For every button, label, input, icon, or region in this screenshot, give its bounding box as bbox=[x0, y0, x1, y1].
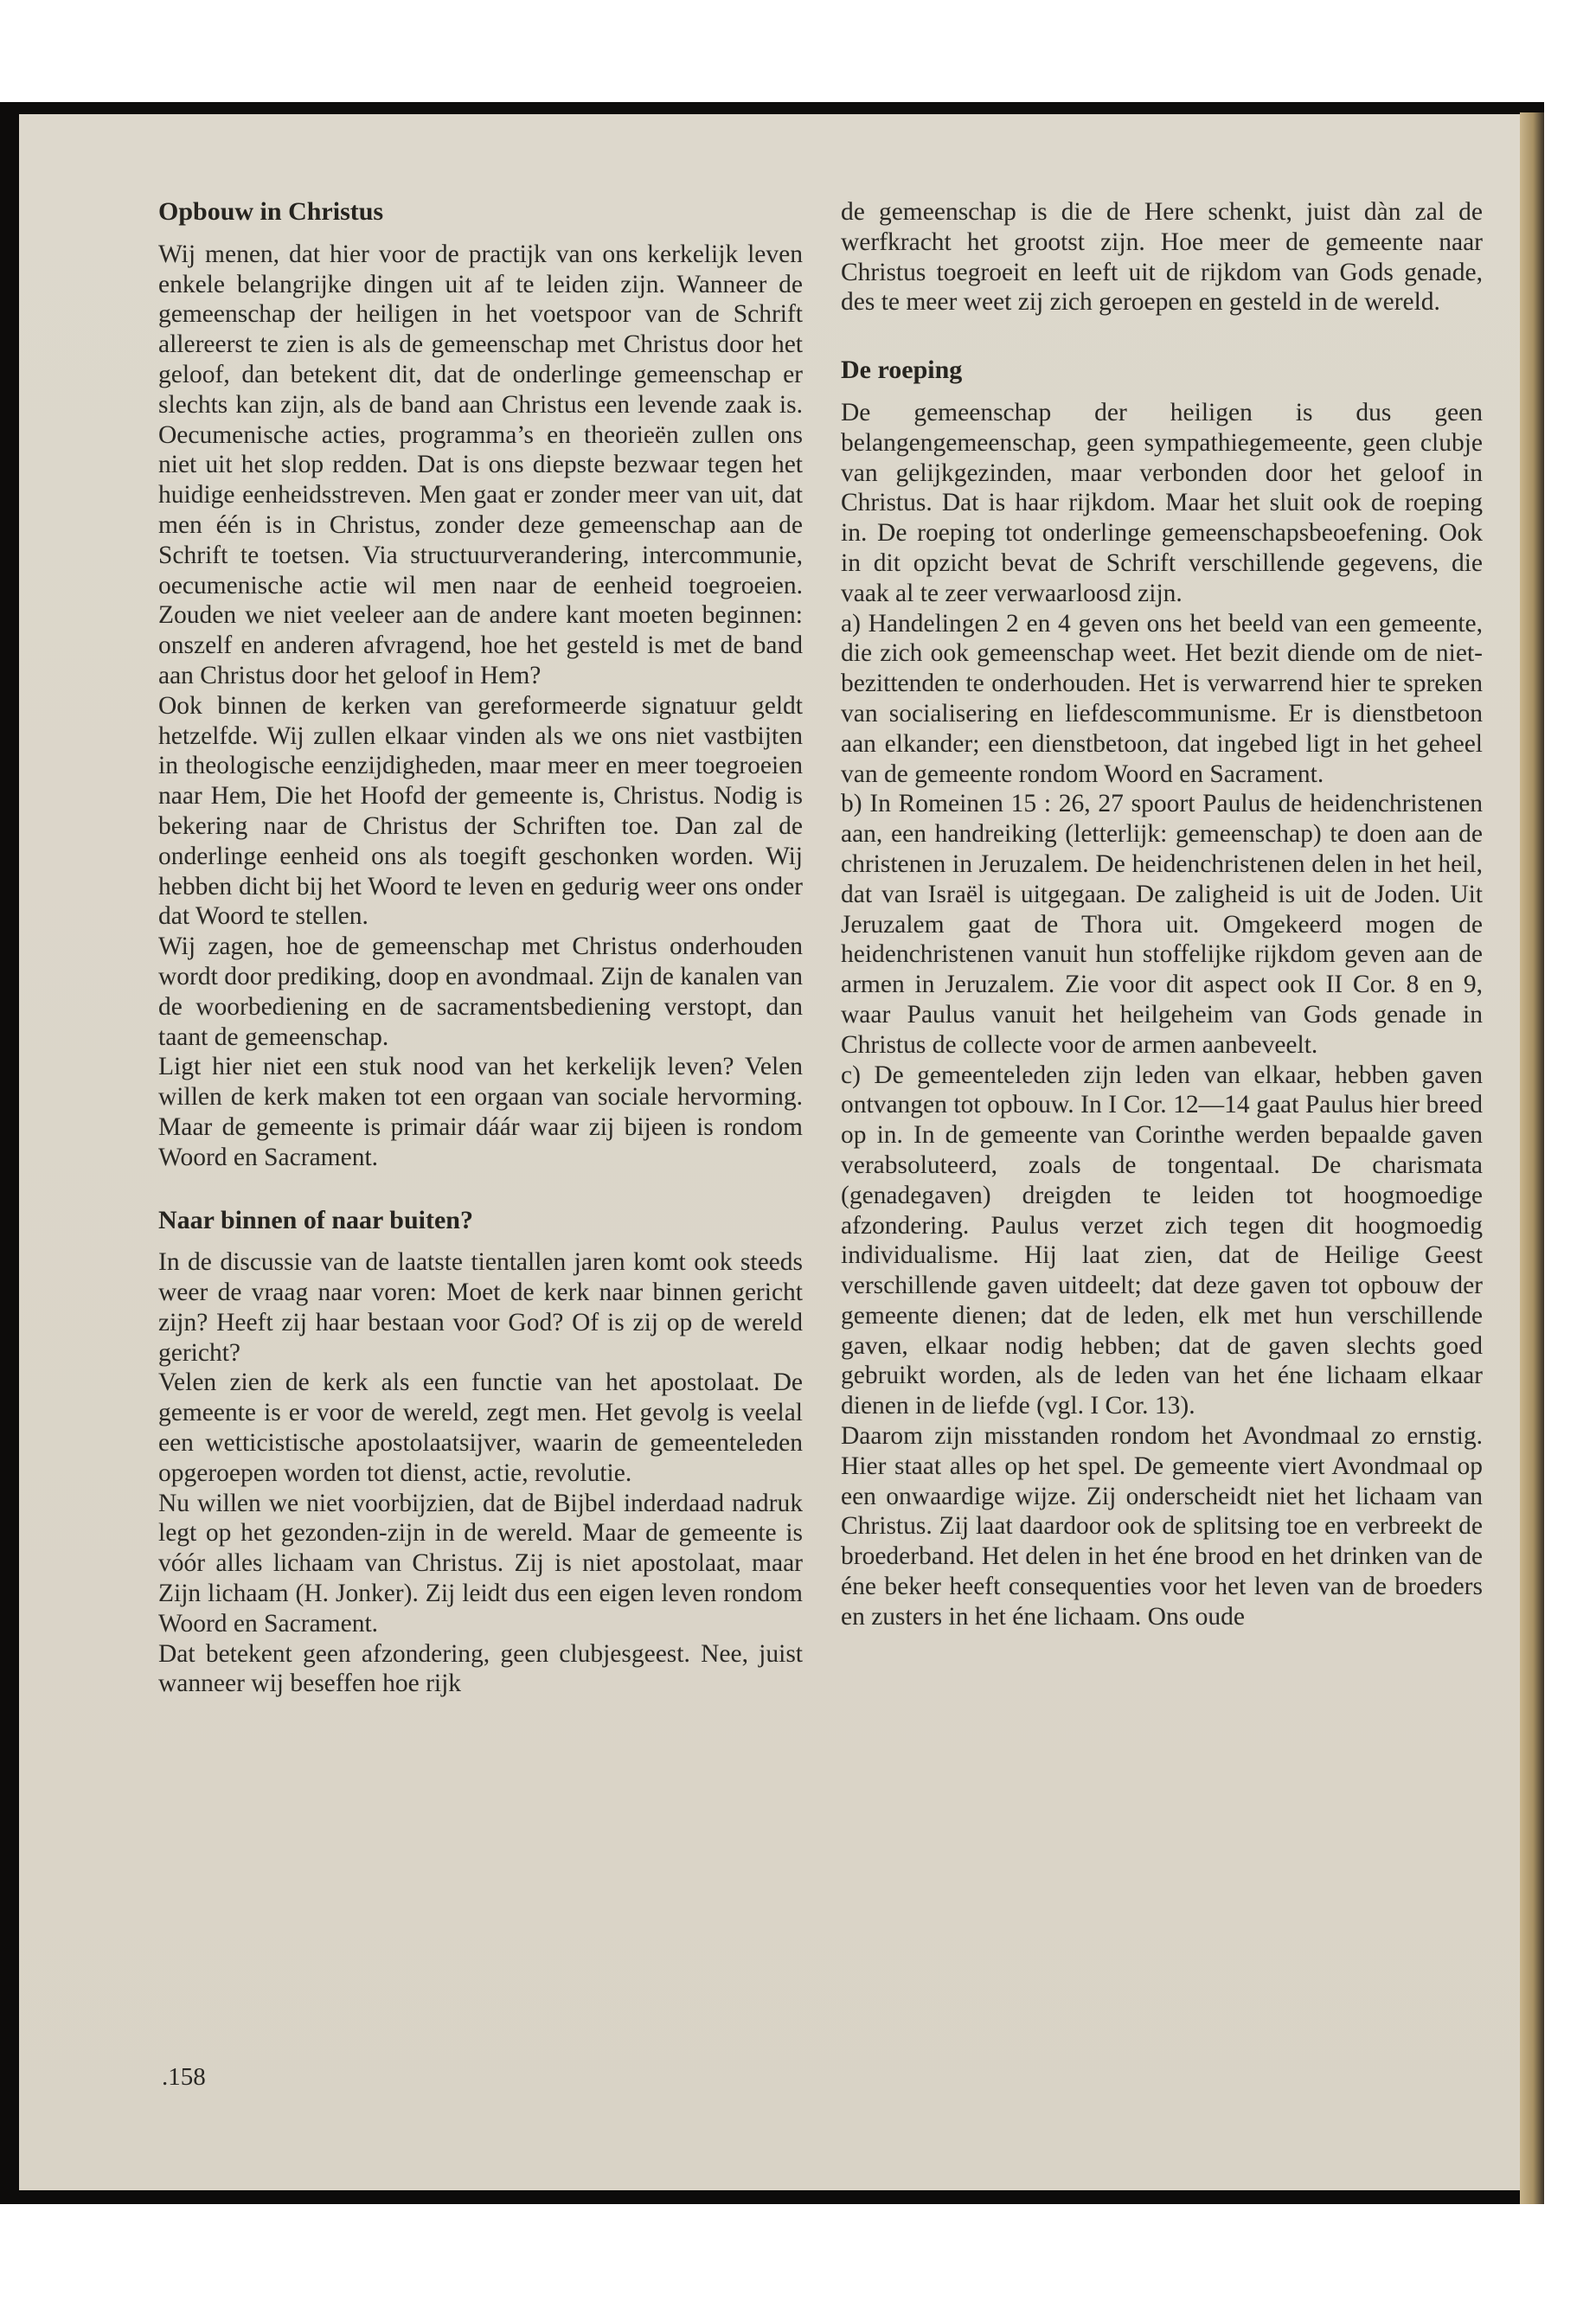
right-column bbox=[841, 197, 1483, 1632]
paragraph: Nu willen we niet voorbijzien, dat de Bijbel inderdaad nadruk legt op het gezonden-zijn in de wereld. Maar de gemeente is vóór alles lichaam van Christus. Zij is niet apostolaat, maar Zijn lichaam (H. Jonker). Zij leidt dus een eigen leven rondom Woord en Sacrament. bbox=[158, 1489, 803, 1638]
scan-top-margin bbox=[0, 0, 1596, 104]
paragraph: Daarom zijn misstanden rondom het Avondmaal zo ernstig. Hier staat alles op het spel. De gemeente viert Avondmaal op een onwaardige wijze. Zij onderscheidt niet het lichaam van Christus. Zij laat daardoor ook de splitsing toe en verbreekt de broederband. Het delen in het éne brood en het drinken van de éne beker heeft consequenties voor het leven van de broeders en zusters in het éne lichaam. Ons oude bbox=[841, 1422, 1483, 1631]
paragraph: Wij zagen, hoe de gemeenschap met Christus onderhouden wordt door prediking, doop en avondmaal. Zijn de kanalen van de woorbediening en de sacramentsbediening verstopt, dan taant de gemeenschap. bbox=[158, 933, 803, 1051]
section-heading-opbouw: Opbouw in Christus bbox=[158, 197, 384, 226]
paragraph: de gemeenschap is die de Here schenkt, juist dàn zal de werfkracht het grootst zijn. Hoe meer de gemeente naar Christus toegroeit en leeft uit de rijkdom van Gods genade, des te meer weet zij zich geroepen en gesteld in de wereld. bbox=[841, 198, 1483, 317]
paragraph: Ook binnen de kerken van gereformeerde signatuur geldt hetzelfde. Wij zullen elkaar vinden als we ons niet vastbijten in theologische eenzijdigheden, maar meer en meer toegroeien naar Hem, Die het Hoofd der gemeente is, Christus. Nodig is bekering naar de Christus der Schriften toe. Dan zal de onderlinge eenheid ons als toegift geschonken worden. Wij hebben dicht bij het Woord te leven en gedurig weer ons onder dat Woord te stellen. bbox=[158, 691, 803, 931]
paragraph: a) Handelingen 2 en 4 geven ons het beeld van een gemeente, die zich ook gemeenschap weet. Het bezit diende om de niet-bezittenden te onderhouden. Het is verwarrend hier te spreken van socialisering en liefdescommunisme. Er is dienstbetoon aan elkander; een dienstbetoon, dat ingebed ligt in het geheel van de gemeente rondom Woord en Sacrament. bbox=[841, 609, 1483, 788]
scan-bottom-margin bbox=[0, 2204, 1596, 2301]
paragraph: Dat betekent geen afzondering, geen clubjesgeest. Nee, juist wanneer wij beseffen hoe rijk bbox=[158, 1639, 803, 1698]
paragraph: In de discussie van de laatste tientallen jaren komt ook steeds weer de vraag naar voren: Moet de kerk naar binnen gericht zijn? Heeft zij haar bestaan voor God? Of is zij op de wereld gericht? bbox=[158, 1248, 803, 1367]
left-column bbox=[158, 197, 803, 1699]
paragraph: De gemeenschap der heiligen is dus geen belangengemeenschap, geen sympathiegemeente, geen clubje van gelijkgezinden, maar verbonden door het geloof in Christus. Dat is haar rijkdom. Maar het sluit ook de roeping in. De roeping tot onderlinge gemeenschapsbeoefening. Ook in dit opzicht bevat de Schrift verschillende gegevens, die vaak al te zeer verwaarloosd zijn. bbox=[841, 398, 1483, 607]
paragraph: Wij menen, dat hier voor de practijk van ons kerkelijk leven enkele belangrijke dingen uit af te leiden zijn. Wanneer de gemeenschap der heiligen in het voetspoor van de Schrift allereerst te zien is als de gemeenschap met Christus door het geloof, dan betekent dit, dat de onderlinge gemeenschap er slechts kan zijn, als de band aan Christus een levende zaak is. Oecumenische acties, programma’s en theorieën zullen ons niet uit het slop redden. Dat is ons diepste bezwaar tegen het huidige eenheidsstreven. Men gaat er zonder meer van uit, dat men één is in Christus, zonder deze gemeenschap aan de Schrift te toetsen. Via structuurverandering, intercommunie, oecumenische actie wil men naar de eenheid toegroeien. Zouden we niet veeleer aan de andere kant moeten beginnen: onszelf en anderen afvragend, hoe het gesteld is met de band aan Christus door het geloof in Hem? bbox=[158, 240, 803, 689]
page-number: .158 bbox=[162, 2063, 206, 2091]
section-heading-naar-binnen: Naar binnen of naar buiten? bbox=[158, 1205, 473, 1234]
scan-right-margin bbox=[1544, 102, 1596, 2301]
section-heading-roeping: De roeping bbox=[841, 356, 963, 385]
paragraph: Ligt hier niet een stuk nood van het kerkelijk leven? Velen willen de kerk maken tot een orgaan van sociale hervorming. Maar de gemeente is primair dáár waar zij bijeen is rondom Woord en Sacrament. bbox=[158, 1053, 803, 1171]
paragraph: c) De gemeenteleden zijn leden van elkaar, hebben gaven ontvangen tot opbouw. In I Cor. 12—14 gaat Paulus hier breed op in. In de gemeente van Corinthe werden bepaalde gaven verabsoluteerd, zoals de tongentaal. De charismata (genadegaven) dreigden te leiden tot hoogmoedige afzondering. Paulus verzet zich tegen dit hoogmoedig individualisme. Hij laat zien, dat de Heilige Geest verschillende gaven uitdeelt; dat deze gaven tot opbouw der gemeente dienen; dat de leden, elk met hun verschillende gaven, elkaar nodig hebben; dat de gaven slechts goed gebruikt worden, als de leden van het éne lichaam elkaar dienen in de liefde (vgl. I Cor. 13). bbox=[841, 1061, 1483, 1420]
paragraph: b) In Romeinen 15 : 26, 27 spoort Paulus de heidenchristenen aan, een handreiking (letterlijk: gemeenschap) te doen aan de christenen in Jeruzalem. De heidenchristenen delen in het heil, dat van Israël is uitgegaan. De zaligheid is uit de Joden. Uit Jeruzalem gaat de Thora uit. Omgekeerd mogen de heidenchristenen vanuit hun stoffelijke rijkdom geven aan de armen in Jeruzalem. Zie voor dit aspect ook II Cor. 8 en 9, waar Paulus vanuit het heilgeheim van Gods genade in Christus de collecte voor de armen aanbeveelt. bbox=[841, 790, 1483, 1059]
book-spine bbox=[1520, 112, 1544, 2206]
paragraph: Velen zien de kerk als een functie van het apostolaat. De gemeente is er voor de wereld, zegt men. Het gevolg is veelal een wetticistische apostolaatsijver, waarin de gemeenteleden opgeroepen worden tot dienst, actie, revolutie. bbox=[158, 1368, 803, 1487]
